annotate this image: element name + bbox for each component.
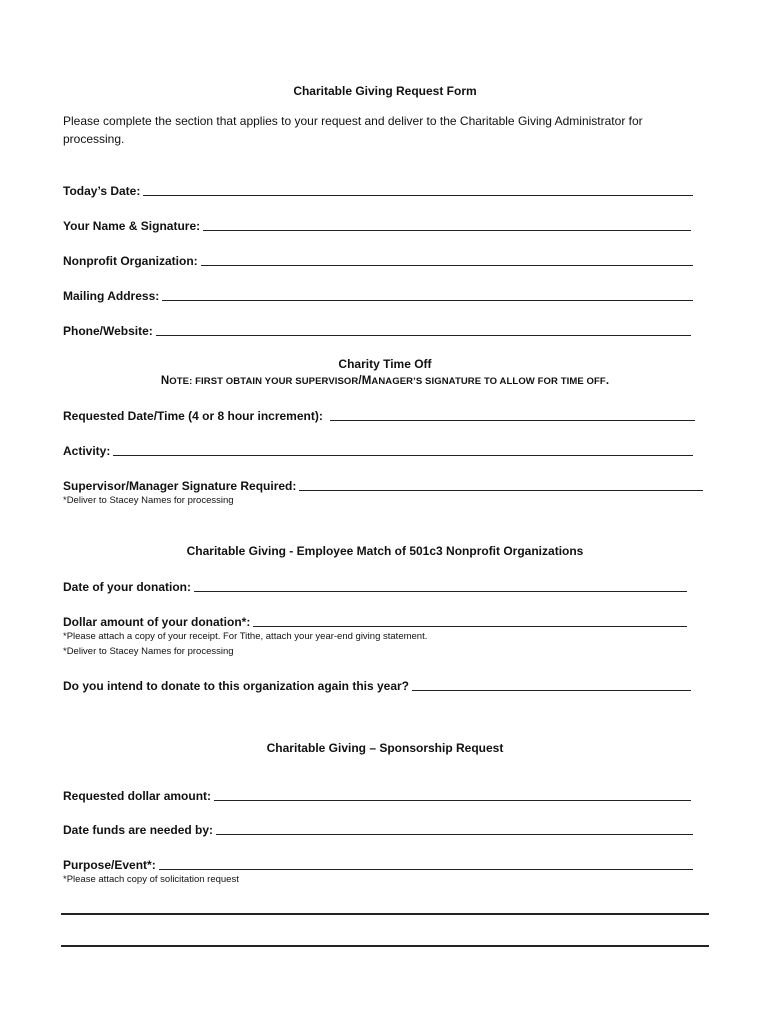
form-title: Charitable Giving Request Form	[293, 84, 477, 98]
employee-match-heading: Charitable Giving - Employee Match of 501c3 Nonprofit Organizations	[186, 544, 584, 558]
requested-amount-label: Requested dollar amount:	[63, 789, 212, 803]
note-rest: : FIRST OBTAIN YOUR SUPERVISOR	[189, 376, 359, 387]
nonprofit-org-field[interactable]	[63, 252, 693, 268]
name-signature-line[interactable]	[203, 219, 691, 231]
donation-date-line[interactable]	[194, 580, 687, 592]
activity-label: Activity:	[63, 444, 111, 458]
requested-datetime-label: Requested Date/Time (4 or 8 hour increment):	[63, 409, 323, 423]
note-anager: ANAGER’S SIGNATURE TO ALLOW FOR TIME OFF	[371, 376, 606, 387]
note-m: M	[361, 375, 372, 387]
requested-datetime-field[interactable]	[63, 407, 695, 423]
date-needed-label: Date funds are needed by:	[63, 823, 214, 837]
receipt-note: *Please attach a copy of your receipt. For Tithe, attach your year-end giving statement.	[63, 631, 428, 642]
time-off-heading: Charity Time Off	[338, 357, 432, 371]
donate-again-field[interactable]	[63, 677, 691, 693]
requested-datetime-line[interactable]	[330, 409, 695, 421]
supervisor-signature-field[interactable]	[63, 477, 703, 493]
todays-date-line[interactable]	[143, 184, 693, 196]
donation-date-label: Date of your donation:	[63, 580, 191, 594]
phone-website-label: Phone/Website:	[63, 324, 153, 338]
name-signature-field[interactable]	[63, 217, 691, 233]
time-off-note	[0, 375, 770, 387]
purpose-event-field[interactable]	[63, 856, 693, 872]
note-ote: OTE	[169, 376, 190, 387]
requested-amount-line[interactable]	[214, 789, 691, 801]
todays-date-label: Today’s Date:	[63, 184, 141, 198]
time-off-deliver-note: *Deliver to Stacey Names for processing	[63, 495, 234, 506]
date-needed-line[interactable]	[216, 823, 693, 835]
name-signature-label: Your Name & Signature:	[63, 219, 201, 233]
nonprofit-org-line[interactable]	[201, 254, 693, 266]
donate-again-line[interactable]	[412, 679, 691, 691]
supervisor-signature-label: Supervisor/Manager Signature Required:	[63, 479, 297, 493]
nonprofit-org-label: Nonprofit Organization:	[63, 254, 198, 268]
divider-line-2	[61, 945, 709, 947]
divider-line-1	[61, 913, 709, 915]
purpose-event-line[interactable]	[159, 858, 693, 870]
note-n: N	[160, 375, 170, 387]
mailing-address-field[interactable]	[63, 287, 693, 303]
todays-date-field[interactable]	[63, 182, 693, 198]
dollar-amount-line[interactable]	[253, 615, 687, 627]
activity-field[interactable]	[63, 442, 693, 458]
purpose-event-label: Purpose/Event*:	[63, 858, 156, 872]
donate-again-label: Do you intend to donate to this organization again this year?	[63, 679, 410, 693]
note-slash: /	[358, 375, 362, 387]
mailing-address-line[interactable]	[162, 289, 693, 301]
mailing-address-label: Mailing Address:	[63, 289, 160, 303]
solicitation-note: *Please attach copy of solicitation request	[63, 874, 239, 885]
supervisor-signature-line[interactable]	[299, 479, 703, 491]
donation-date-field[interactable]	[63, 578, 687, 594]
note-period: .	[605, 375, 610, 387]
phone-website-field[interactable]	[63, 322, 691, 338]
phone-website-line[interactable]	[156, 324, 691, 336]
dollar-amount-field[interactable]	[63, 613, 687, 629]
employee-match-deliver-note: *Deliver to Stacey Names for processing	[63, 646, 234, 657]
form-intro: Please complete the section that applies to your request and deliver to the Charitable Giving Administrator for processing.	[63, 114, 643, 146]
activity-line[interactable]	[113, 444, 693, 456]
dollar-amount-label: Dollar amount of your donation*:	[63, 615, 251, 629]
requested-amount-field[interactable]	[63, 787, 691, 803]
sponsorship-heading: Charitable Giving – Sponsorship Request	[266, 741, 504, 755]
date-needed-field[interactable]	[63, 821, 693, 837]
